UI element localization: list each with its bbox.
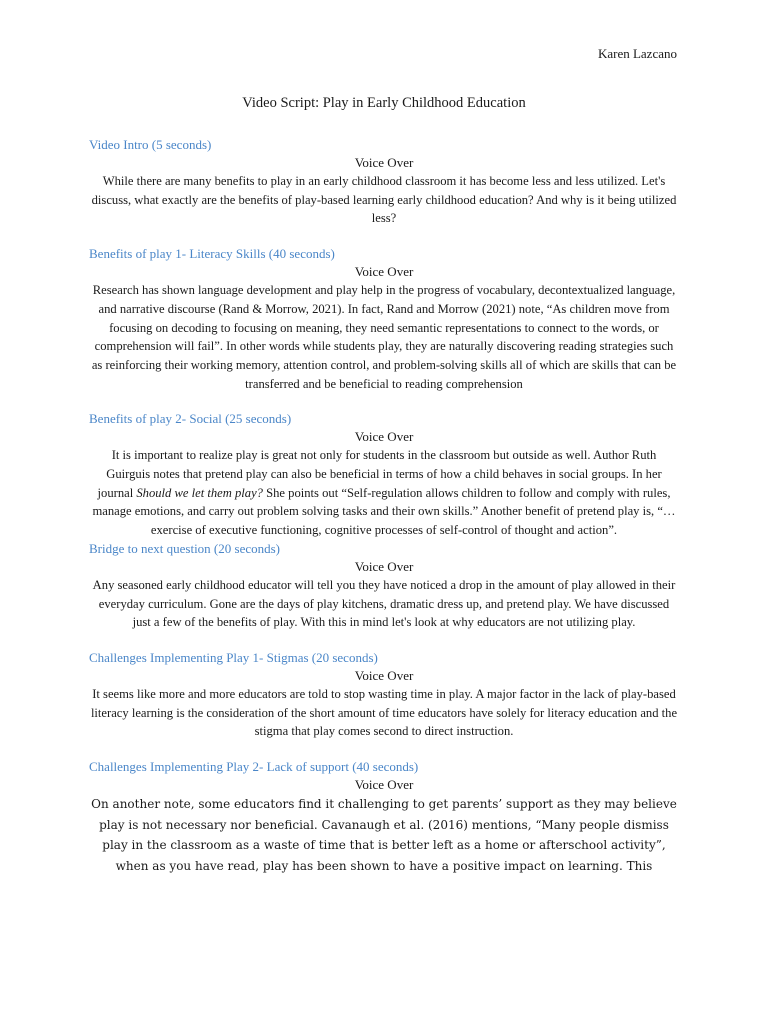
section-heading: Benefits of play 2- Social (25 seconds) (89, 411, 292, 427)
script-body (89, 136, 679, 893)
section-text: Any seasoned early childhood educator will tell you they have noticed a drop in the amount of play allowed in their everyday curriculum. Gone are the days of play kitchens, dramatic dress up, and pretend play. We have discussed just a few of the benefits of play. With this in mind let's look at why educators are not utilizing play. (92, 577, 676, 630)
section-stigmas (89, 649, 679, 741)
section-text: On another note, some educators find it challenging to get parents’ support as they may believe play is not necessary nor beneficial. Cavanaugh et al. (2016) mentions, “Many people dismiss play in the classroom as a waste of time that is better left as a home or afterschool activity”, when as you have read, play has been shown to have a positive impact on learning. This (91, 797, 677, 873)
section-text: It seems like more and more educators are told to stop wasting time in play. A major factor in the lack of play-based literacy learning is the consideration of the short amount of time educators have solely for literacy education and the stigma that play comes second to direct instruction. (90, 686, 678, 739)
section-heading: Video Intro (5 seconds) (89, 137, 212, 152)
section-literacy-skills (89, 245, 679, 393)
voice-over-label: Voice Over (354, 429, 414, 445)
section-heading: Benefits of play 1- Literacy Skills (40 seconds) (89, 246, 335, 262)
voice-over-label: Voice Over (354, 777, 414, 793)
journal-title: Should we let them play? (136, 485, 263, 500)
section-text: Research has shown language development and play help in the progress of vocabulary, decontextualized language, and narrative discourse (Rand & Morrow, 2021). In fact, Rand and Morrow (2021) note, “As children move from focusing on decoding to focusing on meaning, they need semantic representations to connect to the words, or comprehension will fail”. In other words while students play, they are naturally discovering reading strategies such as reinforcing their working memory, attention control, and problem-solving skills all of which are skills that can be transferred and be beneficial to reading comprehension (91, 283, 677, 391)
section-video-intro (89, 136, 679, 228)
document-title: Video Script: Play in Early Childhood Education (242, 95, 526, 111)
voice-over-label: Voice Over (354, 264, 414, 280)
section-bridge (89, 540, 679, 632)
section-text: While there are many benefits to play in an early childhood classroom it has become less and less utilized. Let's discuss, what exactly are the benefits of play-based learning early childhood education? And why is it being utilized less? (91, 174, 677, 226)
text-part: It is important to realize play is great not only for students in the classroom but outside as well. Author Ruth Guirguis notes that pretend play can also be beneficial in terms of how a child behaves in social groups. In her journal (97, 448, 662, 500)
section-text (89, 446, 679, 540)
section-lack-of-support (89, 758, 679, 876)
voice-over-label: Voice Over (354, 558, 414, 574)
section-heading: Challenges Implementing Play 2- Lack of support (40 seconds) (89, 759, 419, 775)
text-part: She points out “Self-regulation allows children to follow and comply with rules, manage emotions, and carry out problem solving tasks and their own skills.” Another benefit of pretend play is, “…exercise of executive functioning, cognitive processes of self-control of thought and action”. (92, 485, 676, 538)
author-name: Karen Lazcano (597, 46, 677, 61)
voice-over-label: Voice Over (354, 155, 414, 170)
section-social (89, 410, 679, 540)
voice-over-label: Voice Over (354, 667, 414, 683)
section-heading: Challenges Implementing Play 1- Stigmas (20 seconds) (89, 649, 378, 665)
section-heading: Bridge to next question (20 seconds) (89, 540, 280, 556)
